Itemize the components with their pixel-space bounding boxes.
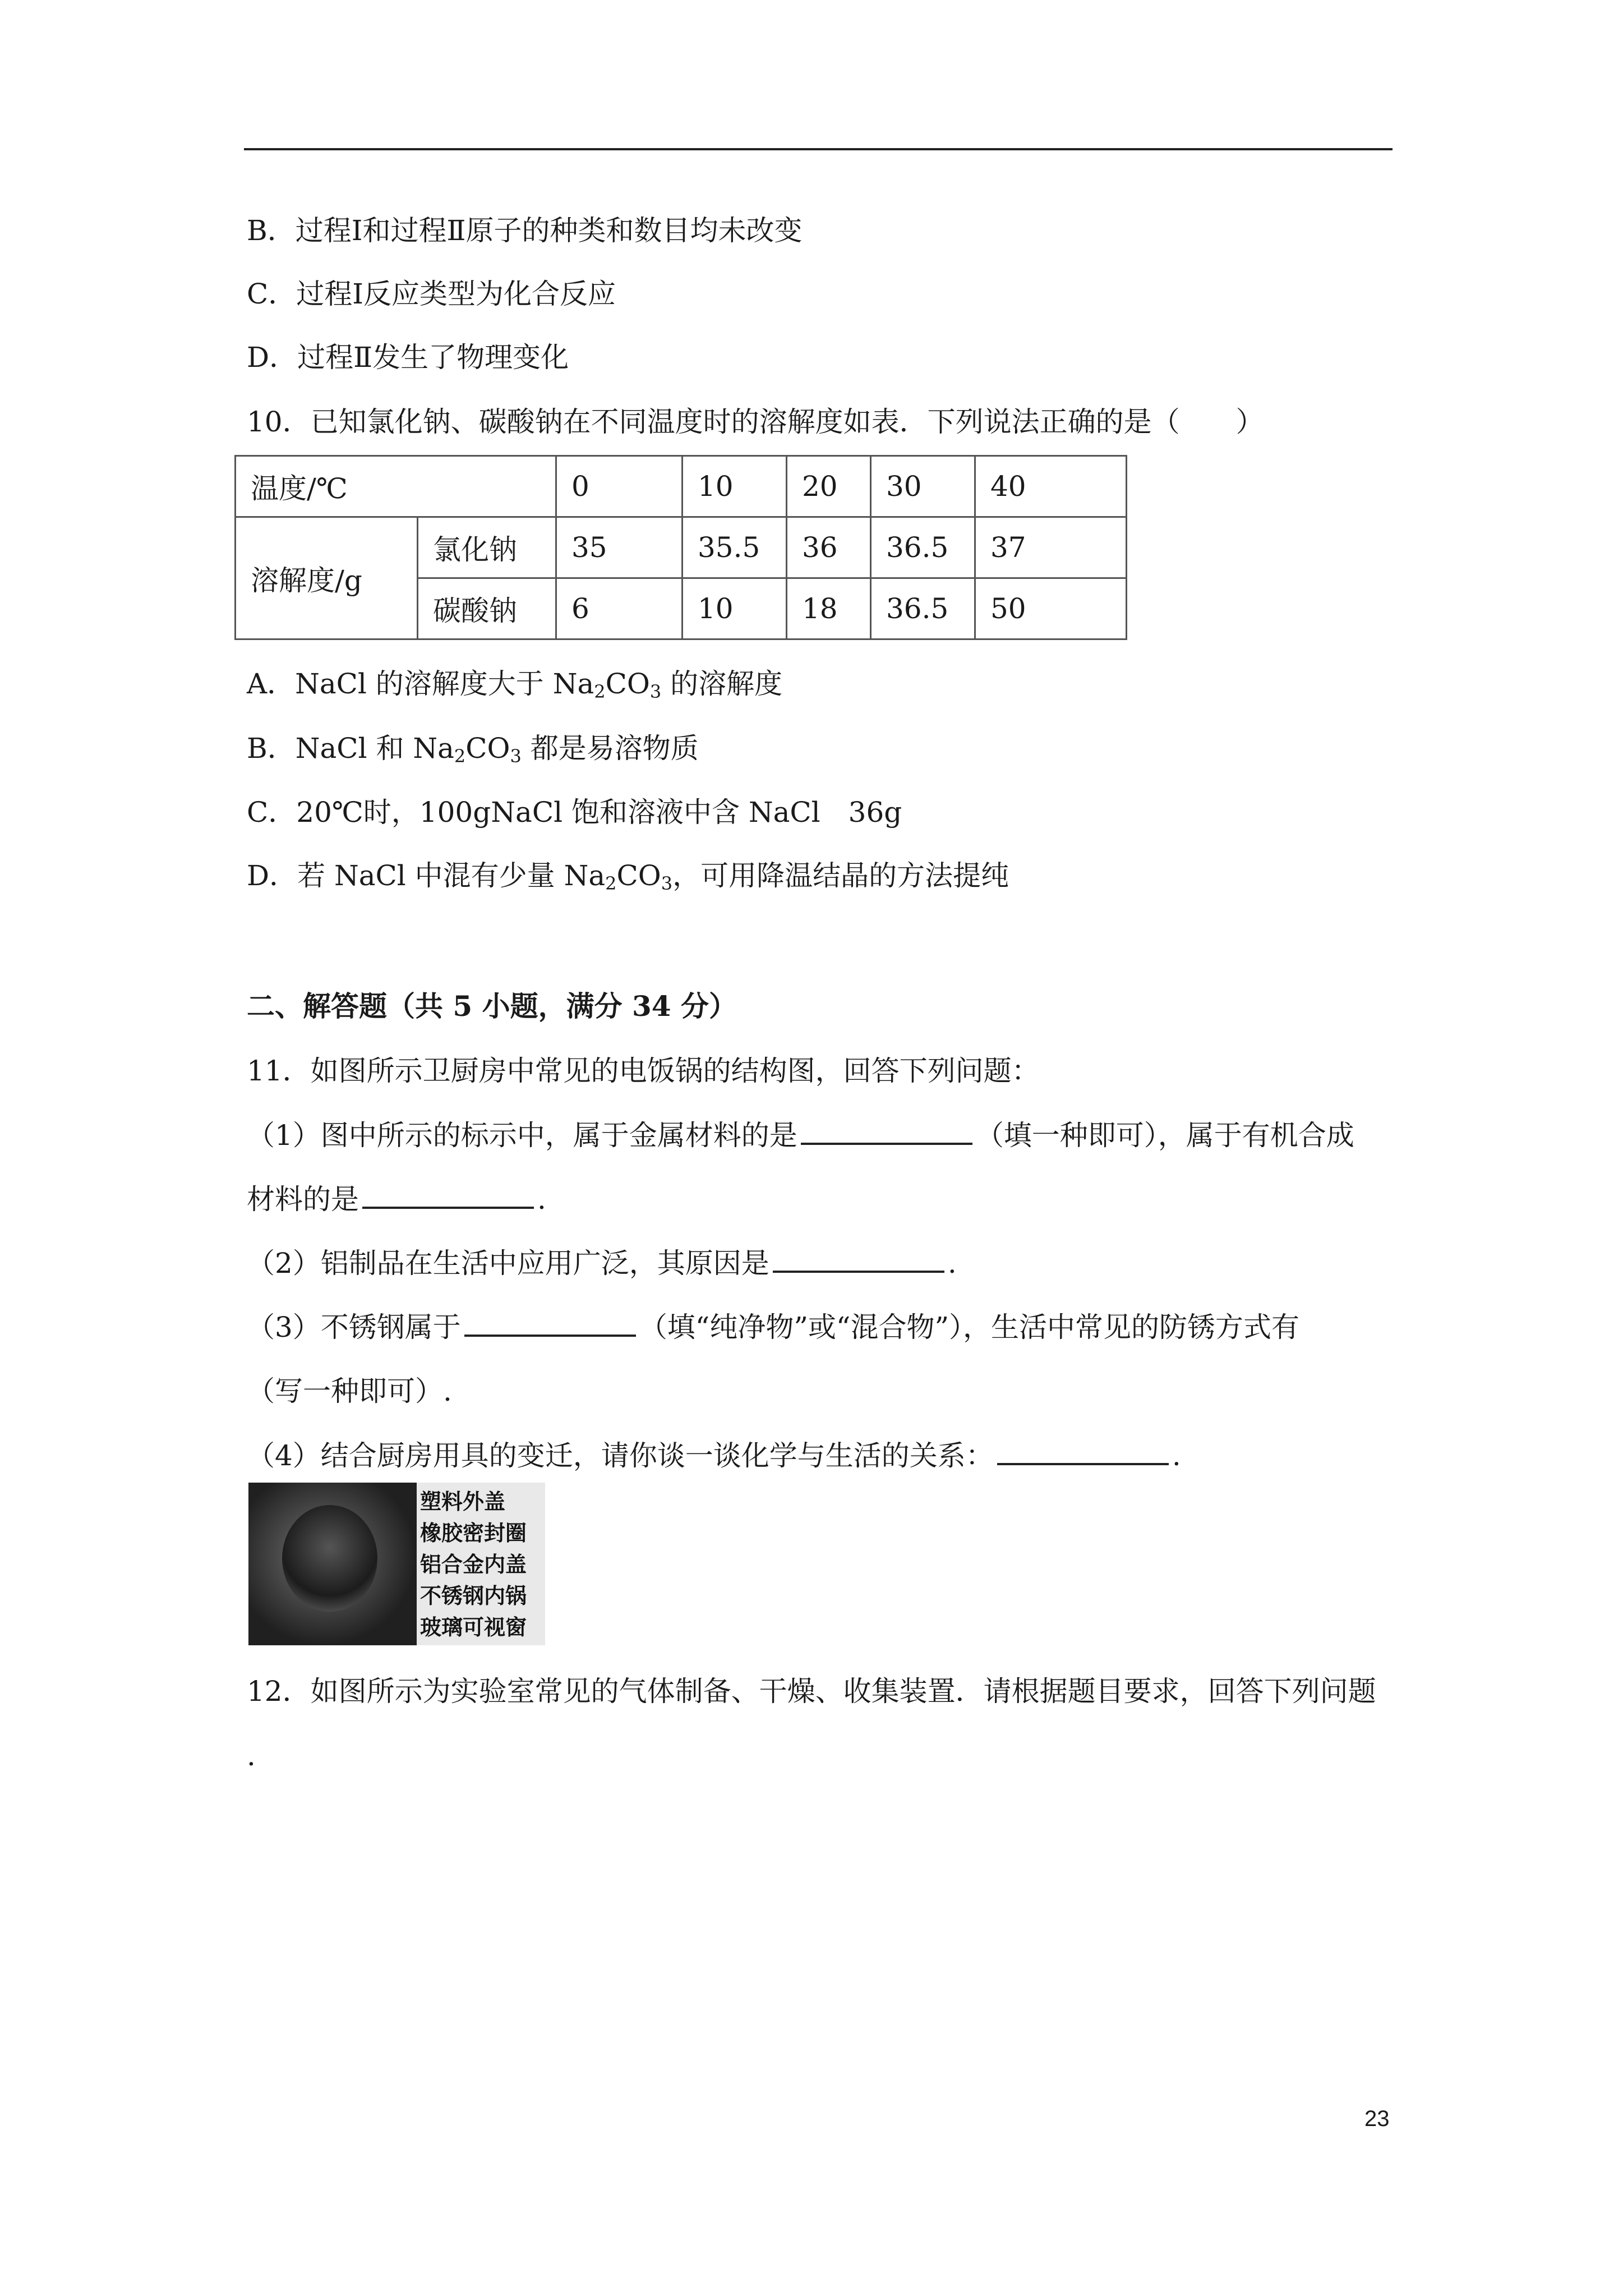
q9-option-b: B．过程Ⅰ和过程Ⅱ原子的种类和数目均未改变 <box>247 214 803 247</box>
temp-cell: 10 <box>683 456 787 517</box>
rice-cooker-body <box>282 1505 377 1612</box>
nacl-label: 氯化钠 <box>418 517 556 578</box>
figure-label: 橡胶密封圈 <box>420 1521 527 1545</box>
na2co3-cell: 18 <box>787 578 871 639</box>
figure-label: 塑料外盖 <box>420 1489 506 1514</box>
figure-label: 铝合金内盖 <box>420 1552 527 1577</box>
q10-option-a: A．NaCl 的溶解度大于 $Na_2CO_3$ 的溶解度 <box>247 668 783 702</box>
temp-cell: 0 <box>556 456 683 517</box>
temp-cell: 30 <box>871 456 975 517</box>
na2co3-cell: 36.5 <box>871 578 975 639</box>
temp-header: 温度/℃ <box>236 456 556 517</box>
solubility-header: 溶解度/g <box>236 517 418 639</box>
q11-part4: （4）结合厨房用具的变迁，请你谈一谈化学与生活的关系： . <box>247 1439 1181 1472</box>
nacl-cell: 35.5 <box>683 517 787 578</box>
page-number: 23 <box>1364 2106 1390 2131</box>
q10-option-d: D．若 NaCl 中混有少量 $Na_2CO_3$，可用降温结晶的方法提纯 <box>247 859 1009 894</box>
figure-labels <box>417 1483 545 1645</box>
nacl-cell: 37 <box>975 517 1127 578</box>
q11-stem: 11．如图所示卫厨房中常见的电饭锅的结构图，回答下列问题： <box>247 1055 1040 1087</box>
q10-option-b: B．NaCl 和 $Na_2CO_3$ 都是易溶物质 <box>247 732 699 767</box>
nacl-cell: 36 <box>787 517 871 578</box>
q11-part2: （2）铝制品在生活中应用广泛，其原因是 . <box>247 1247 957 1280</box>
table-row <box>236 517 1127 578</box>
answer-blank[interactable] <box>801 1118 972 1145</box>
q10-option-c: C．20℃时，100gNaCl 饱和溶液中含 NaCl 36g <box>247 796 902 829</box>
nacl-cell: 35 <box>556 517 683 578</box>
q12-stem-end: . <box>247 1740 256 1772</box>
q9-option-d: D．过程Ⅱ发生了物理变化 <box>247 341 569 374</box>
q11-part3: （3）不锈钢属于 （填“纯净物”或“混合物”），生活中常见的防锈方式有 <box>247 1311 1300 1343</box>
section-title: 二、解答题（共 5 小题，满分 34 分） <box>247 990 737 1023</box>
answer-blank[interactable] <box>997 1438 1169 1465</box>
q9-option-c: C．过程Ⅰ反应类型为化合反应 <box>247 278 616 310</box>
answer-blank[interactable] <box>464 1310 636 1337</box>
answer-blank[interactable] <box>773 1246 944 1273</box>
na2co3-label: 碳酸钠 <box>418 578 556 639</box>
header-rule <box>244 148 1393 150</box>
na2co3-cell: 50 <box>975 578 1127 639</box>
table-row <box>236 456 1127 517</box>
rice-cooker-figure <box>248 1483 545 1645</box>
q10-stem: 10．已知氯化钠、碳酸钠在不同温度时的溶解度如表．下列说法正确的是（ ） <box>247 406 1264 438</box>
q11-part1-cont: 材料的是 . <box>247 1183 546 1216</box>
solubility-table <box>234 455 1127 640</box>
temp-cell: 20 <box>787 456 871 517</box>
na2co3-cell: 6 <box>556 578 683 639</box>
q11-part1: （1）图中所示的标示中，属于金属材料的是 （填一种即可），属于有机合成 <box>247 1119 1354 1152</box>
na2co3-cell: 10 <box>683 578 787 639</box>
nacl-cell: 36.5 <box>871 517 975 578</box>
q12-stem: 12．如图所示为实验室常见的气体制备、干燥、收集装置．请根据题目要求，回答下列问题 <box>247 1675 1376 1708</box>
figure-label: 玻璃可视窗 <box>420 1615 527 1640</box>
figure-label: 不锈钢内锅 <box>420 1584 527 1608</box>
answer-blank[interactable] <box>362 1182 534 1209</box>
q11-part3-cont: （写一种即可）. <box>247 1375 452 1407</box>
temp-cell: 40 <box>975 456 1127 517</box>
